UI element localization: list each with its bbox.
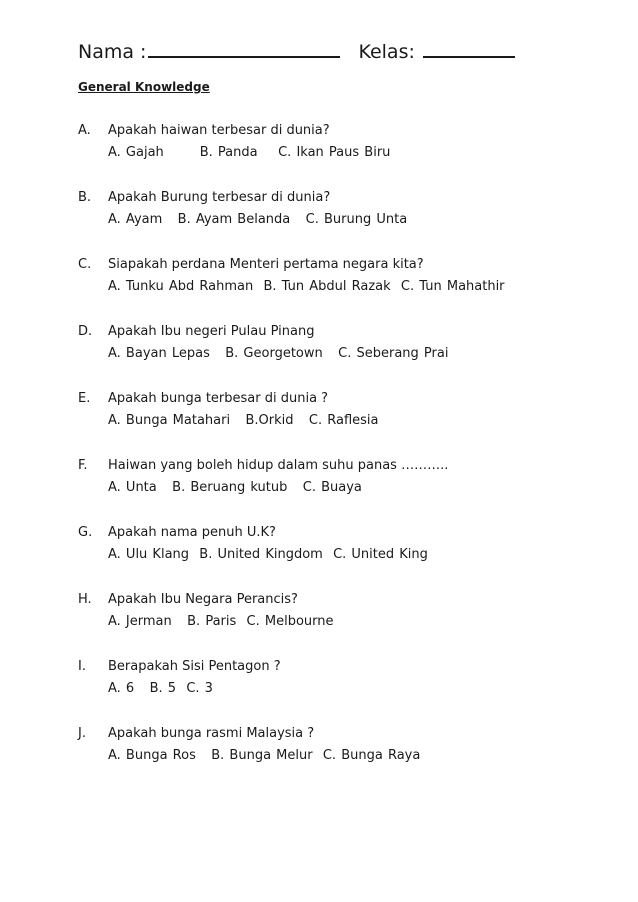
question-item bbox=[78, 592, 598, 659]
question-list bbox=[78, 123, 598, 793]
question-text: Apakah nama penuh U.K? bbox=[108, 525, 276, 540]
question-item bbox=[78, 525, 598, 592]
question-item bbox=[78, 123, 598, 190]
question-letter: C. bbox=[78, 257, 92, 272]
question-text: Apakah Burung terbesar di dunia? bbox=[108, 190, 331, 205]
student-header bbox=[78, 38, 515, 63]
question-options: A. Jerman B. Paris C. Melbourne bbox=[108, 614, 334, 629]
question-options: A. Ulu Klang B. United Kingdom C. United King bbox=[108, 547, 428, 562]
name-label: Nama : bbox=[78, 41, 147, 63]
question-options: A. 6 B. 5 C. 3 bbox=[108, 681, 213, 696]
question-options: A. Tunku Abd Rahman B. Tun Abdul Razak C. Tun Mahathir bbox=[108, 279, 505, 294]
question-letter: J. bbox=[78, 726, 86, 741]
question-letter: H. bbox=[78, 592, 92, 607]
question-item bbox=[78, 190, 598, 257]
question-options: A. Unta B. Beruang kutub C. Buaya bbox=[108, 480, 362, 495]
question-item bbox=[78, 391, 598, 458]
question-item bbox=[78, 458, 598, 525]
kelas-blank-line bbox=[423, 38, 515, 58]
question-letter: E. bbox=[78, 391, 91, 406]
question-options: A. Gajah B. Panda C. Ikan Paus Biru bbox=[108, 145, 391, 160]
question-letter: G. bbox=[78, 525, 93, 540]
question-options: A. Bayan Lepas B. Georgetown C. Seberang Prai bbox=[108, 346, 449, 361]
question-text: Apakah bunga rasmi Malaysia ? bbox=[108, 726, 315, 741]
question-letter: F. bbox=[78, 458, 88, 473]
question-options: A. Bunga Matahari B.Orkid C. Raflesia bbox=[108, 413, 379, 428]
question-text: Siapakah perdana Menteri pertama negara kita? bbox=[108, 257, 424, 272]
question-item bbox=[78, 257, 598, 324]
section-title: General Knowledge bbox=[78, 80, 210, 94]
question-item bbox=[78, 726, 598, 793]
question-text: Apakah Ibu Negara Perancis? bbox=[108, 592, 298, 607]
question-item bbox=[78, 324, 598, 391]
question-options: A. Ayam B. Ayam Belanda C. Burung Unta bbox=[108, 212, 408, 227]
question-text: Apakah Ibu negeri Pulau Pinang bbox=[108, 324, 315, 339]
question-text: Apakah bunga terbesar di dunia ? bbox=[108, 391, 329, 406]
question-letter: D. bbox=[78, 324, 93, 339]
name-blank-line bbox=[148, 38, 340, 58]
question-letter: A. bbox=[78, 123, 91, 138]
question-text: Haiwan yang boleh hidup dalam suhu panas ……….. bbox=[108, 458, 449, 473]
question-options: A. Bunga Ros B. Bunga Melur C. Bunga Raya bbox=[108, 748, 421, 763]
question-letter: I. bbox=[78, 659, 86, 674]
kelas-label: Kelas: bbox=[358, 41, 415, 63]
question-letter: B. bbox=[78, 190, 92, 205]
question-item bbox=[78, 659, 598, 726]
question-text: Apakah haiwan terbesar di dunia? bbox=[108, 123, 330, 138]
question-text: Berapakah Sisi Pentagon ? bbox=[108, 659, 281, 674]
